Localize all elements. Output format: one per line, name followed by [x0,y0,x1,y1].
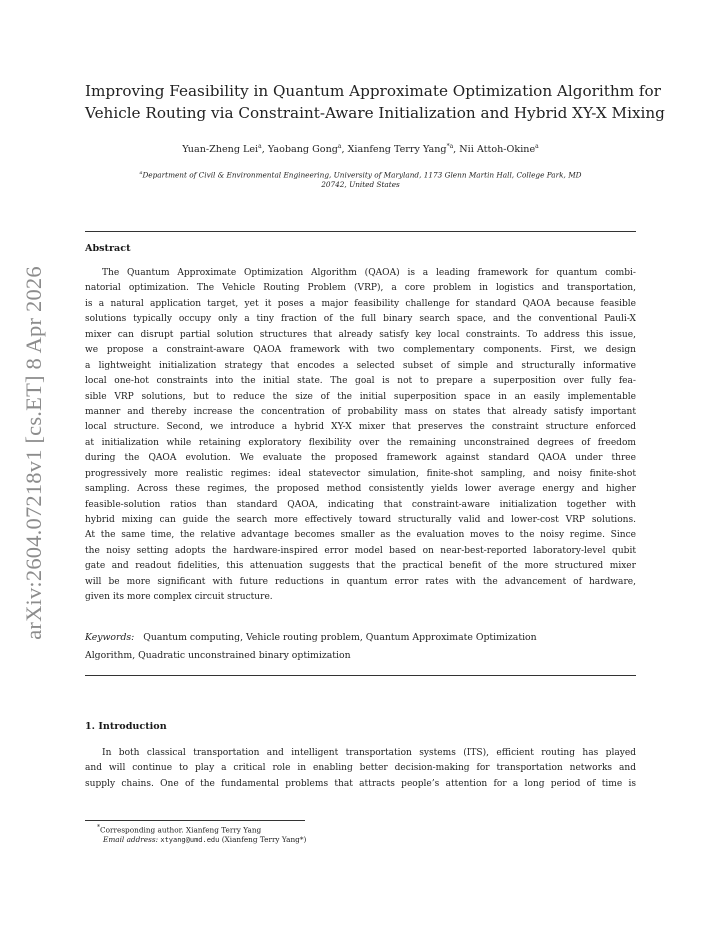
abstract-line: during the QAOA evolution. We evaluate the proposed framework against standard QAOA under three [85,453,636,464]
keywords-line: Algorithm, Quadratic unconstrained binary optimization [85,650,351,661]
abstract-line: solutions typically occupy only a tiny fraction of the full binary search space, and the conventional Pauli-X [85,314,636,325]
footnote-email-label: Email address: [103,835,159,845]
author-name: Yaobang Gong [267,144,338,156]
abstract-line: sible VRP solutions, but to reduce the size of the initial superposition space in an easily implementable [85,391,636,402]
keywords [85,629,636,665]
abstract-line: sampling. Across these regimes, the proposed method consistently yields lower average energy and higher [85,484,636,495]
intro-line: and will continue to play a critical role in enabling better decision-making for transportation networks and [85,763,636,774]
abstract-line: given its more complex circuit structure. [85,592,273,603]
affiliation-line: 20742, United States [321,180,400,190]
footnote [97,823,306,845]
abstract-line: the noisy setting adopts the hardware-inspired error model based on near-best-reported laboratory-level qubit [85,545,636,556]
affiliation-line: Department of Civil & Environmental Engineering, University of Maryland, 1173 Glenn Martin Hall, College Park, MD [142,170,582,180]
author-separator: , [261,144,268,156]
author-affil-mark: a [258,143,262,150]
intro-line: supply chains. One of the fundamental problems that attracts people’s attention for a long period of time is [85,778,636,789]
abstract-line: feasible-solution ratios than standard QAOA, indicating that constraint-aware initialization together with [85,499,636,510]
title-line: Improving Feasibility in Quantum Approximate Optimization Algorithm for [85,82,661,100]
abstract-line: gate and readout fidelities, this attenuation suggests that the practical benefit of the more structured mixer [85,561,636,572]
abstract-line: mixer can disrupt partial solution structures that already satisfy key local constraints. To address this issue, [85,329,636,340]
affiliation [85,168,636,190]
footnote-corresponding: Corresponding author. Xianfeng Terry Yang [100,825,262,835]
abstract-line: At the same time, the relative advantage becomes smaller as the evaluation moves to the noisy regime. Since [85,530,636,541]
title-line: Vehicle Routing via Constraint-Aware Initialization and Hybrid XY-X Mixing [85,104,665,122]
intro-line: In both classical transportation and intelligent transportation systems (ITS), efficient routing has played [102,748,636,758]
author-affil-mark: *a [446,143,454,150]
abstract-line: The Quantum Approximate Optimization Algorithm (QAOA) is a leading framework for quantum combi- [102,268,636,278]
abstract-bottom-rule [85,675,636,676]
author-list [85,143,636,155]
abstract-line: a lightweight initialization strategy that encodes a selected subset of simple and structurally informative [85,360,636,371]
abstract-top-rule [85,231,636,232]
author-name: Nii Attoh-Okine [459,144,536,156]
paper-title [85,80,665,124]
author-name: Yuan-Zheng Lei [182,144,259,156]
section-heading-introduction: 1. Introduction [85,721,167,732]
abstract-line: we propose a constraint-aware QAOA framework with two complementary components. First, we design [85,345,636,356]
arxiv-stamp-text: arXiv:2604.07218v1 [cs.ET] 8 Apr 2026 [21,266,46,640]
arxiv-identifier-stamp [22,268,46,638]
abstract-body [85,266,636,606]
abstract-heading: Abstract [85,243,131,254]
abstract-line: hybrid mixing can guide the search more effectively toward structurally valid and lower-cost VRP solutions. [85,515,636,525]
footnote-rule [85,820,305,821]
author-affil-mark: a [337,143,342,150]
abstract-line: natorial optimization. The Vehicle Routing Problem (VRP), a core problem in logistics and transportation, [85,283,636,294]
affiliation-mark: a [139,170,143,176]
footnote-mark: * [97,824,101,831]
footnote-email: xtyang@umd.edu [160,836,220,845]
author-affil-mark: a [535,143,539,150]
author-name: Xianfeng Terry Yang [347,144,447,156]
abstract-line: at initialization while retaining exploratory flexibility over the remaining unconstrained degrees of freedom [85,437,636,448]
abstract-line: progressively more realistic regimes: ideal statevector simulation, finite-shot sampling, and noisy finite-shot [85,468,636,479]
footnote-email-note: (Xianfeng Terry Yang*) [221,835,307,845]
abstract-line: manner and thereby increase the concentration of probability mass on states that already satisfy important [85,406,636,417]
abstract-line: will be more significant with future reductions in quantum error rates with the advancement of hardware, [85,576,636,587]
author-separator: , [453,144,460,156]
author-separator: , [341,144,348,156]
keywords-line: Quantum computing, Vehicle routing problem, Quantum Approximate Optimization [143,632,537,643]
abstract-line: is a natural application target, yet it poses a major feasibility challenge for standard QAOA because feasible [85,298,636,309]
abstract-line: local one-hot constraints into the initial state. The goal is not to prepare a superposition over fully fea- [85,376,636,387]
introduction-body [85,746,636,792]
keywords-label: Keywords: [85,632,135,643]
abstract-line: local structure. Second, we introduce a hybrid XY-X mixer that preserves the constraint structure enforced [85,422,636,433]
